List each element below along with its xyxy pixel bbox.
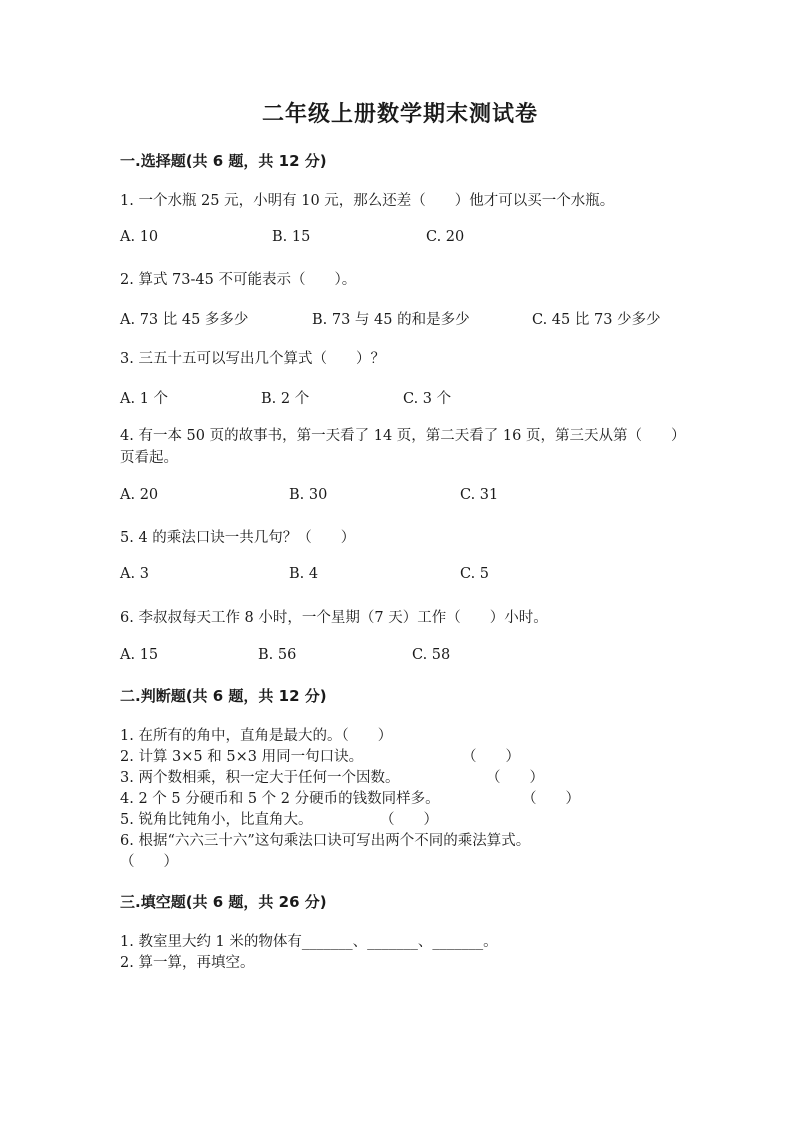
question-text: 3. 三五十五可以写出几个算式（ ）？ [120,351,385,367]
judgement-item: 3. 两个数相乘，积一定大于任何一个因数。 [120,770,400,786]
question-text: 6. 李叔叔每天工作 8 小时，一个星期（7 天）工作（ ）小时。 [120,610,548,626]
option-b: B. 4 [289,566,319,582]
answer-bracket: （ ） [486,770,544,786]
option-a: A. 15 [120,647,159,663]
option-c: C. 31 [460,487,499,503]
judgement-item: 6. 根据“六六三十六”这句乘法口诀可写出两个不同的乘法算式。 [120,833,531,849]
option-a: A. 1 个 [120,391,169,407]
question-text: 5. 4 的乘法口诀一共几句？（ ） [120,530,356,546]
section-header-fill-blank: 三.填空题(共 6 题，共 26 分) [120,893,327,911]
judgement-item: 5. 锐角比钝角小，比直角大。 [120,812,313,828]
answer-bracket: （ ） [120,854,178,870]
option-c: C. 20 [426,229,465,245]
answer-bracket: （ ） [462,749,520,765]
answer-bracket: （ ） [380,812,438,828]
option-a: A. 20 [120,487,159,503]
judgement-item: 4. 2 个 5 分硬币和 5 个 2 分硬币的钱数同样多。 [120,791,440,807]
page-title: 二年级上册数学期末测试卷 [261,102,538,127]
option-c: C. 45 比 73 少多少 [532,312,661,328]
section-header-choice: 一.选择题(共 6 题，共 12 分) [120,152,327,170]
option-b: B. 73 与 45 的和是多少 [312,312,470,328]
option-b: B. 2 个 [261,391,310,407]
option-c: C. 3 个 [403,391,452,407]
judgement-item: 1. 在所有的角中，直角是最大的。（ ） [120,728,393,744]
option-b: B. 15 [272,229,311,245]
option-c: C. 58 [412,647,451,663]
section-header-judgement: 二.判断题(共 6 题，共 12 分) [120,687,327,705]
answer-bracket: （ ） [522,791,580,807]
option-b: B. 30 [289,487,328,503]
option-a: A. 73 比 45 多多少 [120,312,249,328]
question-text: 1. 一个水瓶 25 元，小明有 10 元，那么还差（ ）他才可以买一个水瓶。 [120,193,615,209]
option-a: A. 10 [120,229,159,245]
fill-blank-item: 1. 教室里大约 1 米的物体有_______、_______、_______。 [120,934,498,950]
fill-blank-item: 2. 算一算，再填空。 [120,955,255,971]
judgement-item: 2. 计算 3×5 和 5×3 用同一句口诀。 [120,749,364,765]
option-a: A. 3 [120,566,149,582]
option-b: B. 56 [258,647,297,663]
question-text: 2. 算式 73-45 不可能表示（ ）。 [120,272,357,288]
option-c: C. 5 [460,566,490,582]
question-text: 4. 有一本 50 页的故事书，第一天看了 14 页，第二天看了 16 页，第三天从第（ ）页看起。 [120,428,679,466]
